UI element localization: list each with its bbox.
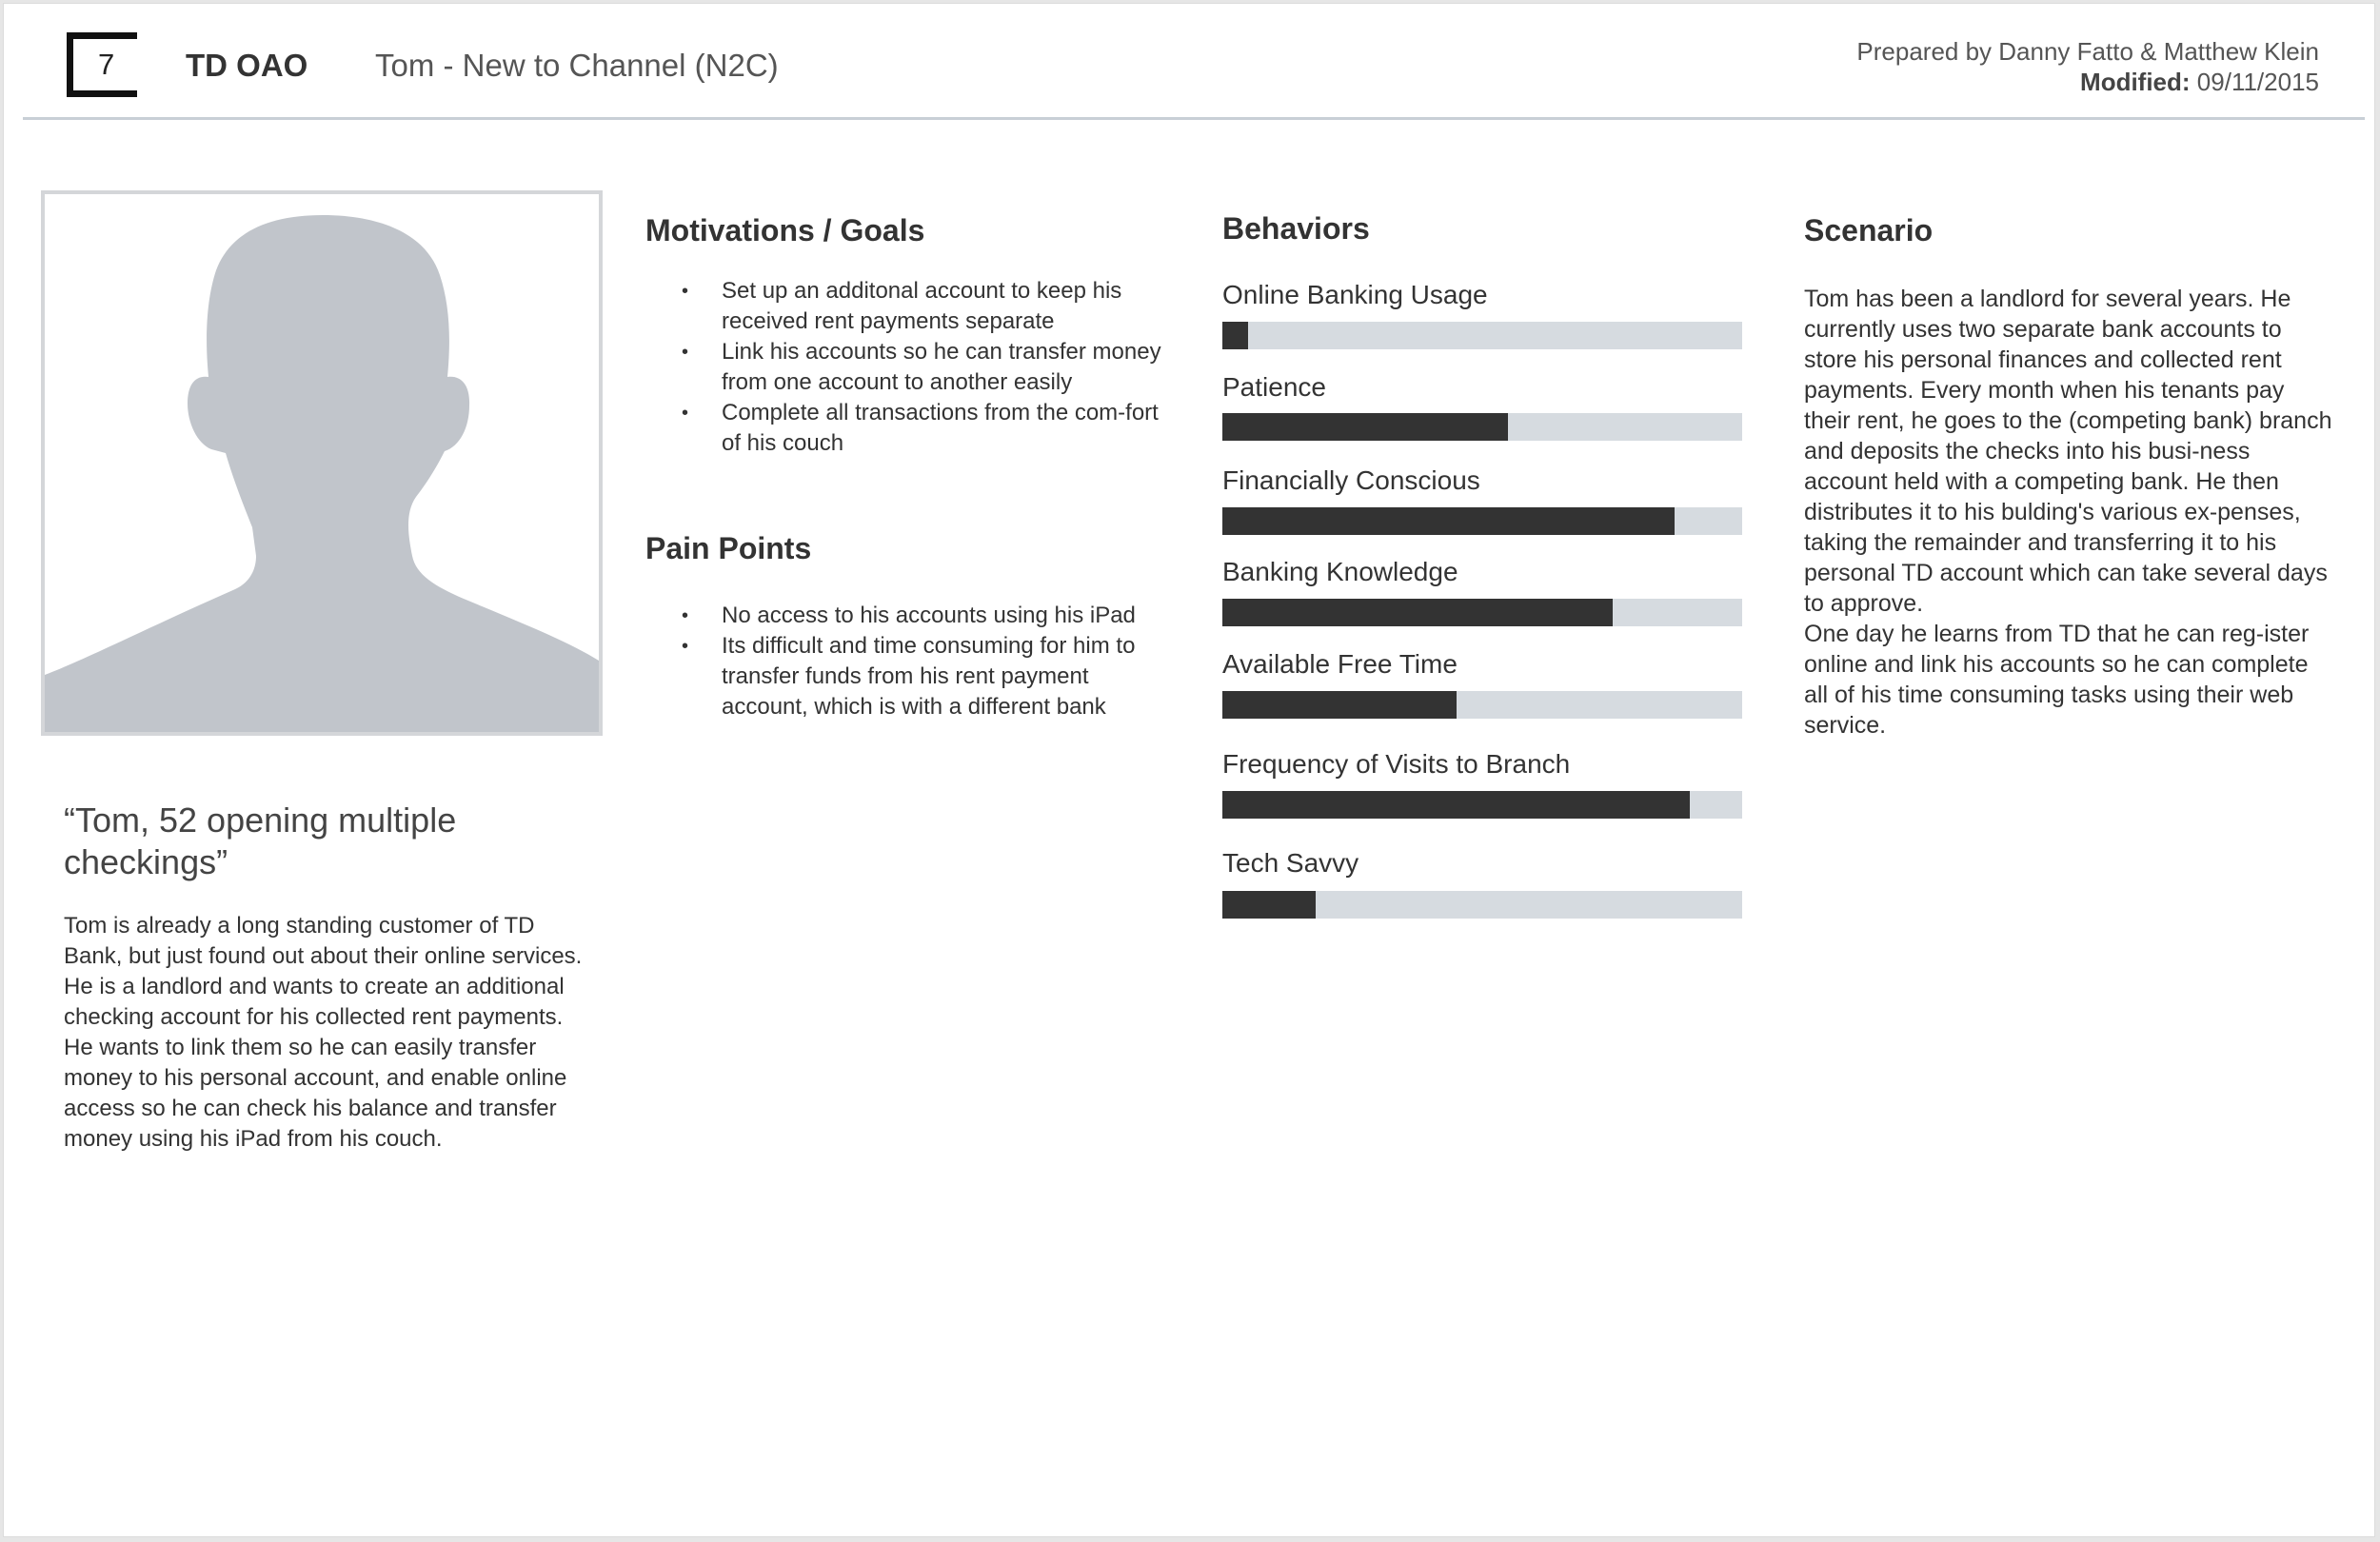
list-item: • Set up an additonal account to keep his received rent payments separate (645, 276, 1179, 337)
behavior-bar-track (1222, 791, 1742, 819)
behavior-available-free-time (1222, 648, 1742, 681)
behavior-bar-track (1222, 413, 1742, 441)
persona-quote: “Tom, 52 opening multiple checkings” (64, 801, 457, 881)
scenario-paragraph: One day he learns from TD that he can reg-ister online and link his accounts so he can complete all of his time consuming tasks using their web service. (1804, 621, 2310, 739)
behavior-label: Online Banking Usage (1222, 280, 1488, 309)
persona-page (3, 3, 2375, 1537)
behavior-bar-fill (1222, 322, 1248, 349)
scenario-title: Scenario (1804, 213, 1934, 247)
behavior-bar-fill (1222, 691, 1457, 719)
behavior-frequency-of-visits-to-branch (1222, 748, 1742, 781)
persona-title: Tom - New to Channel (N2C) (375, 48, 779, 83)
project-name: TD OAO (186, 48, 308, 83)
behavior-bar-fill (1222, 599, 1613, 626)
motivations-title: Motivations / Goals (645, 213, 925, 247)
pain-points-title: Pain Points (645, 531, 812, 565)
list-item: • Link his accounts so he can transfer money from one account to another easily (645, 337, 1179, 398)
header (4, 4, 2374, 123)
behavior-bar-fill (1222, 891, 1316, 919)
behaviors-title: Behaviors (1222, 211, 1370, 246)
behavior-bar-track (1222, 507, 1742, 535)
modified-label: Modified: (2080, 68, 2191, 96)
behavior-bar-track (1222, 599, 1742, 626)
modified-line (1856, 67, 2319, 97)
person-silhouette-icon (45, 194, 599, 732)
behavior-label: Frequency of Visits to Branch (1222, 749, 1571, 779)
behavior-tech-savvy (1222, 847, 1742, 880)
behavior-financially-conscious (1222, 465, 1742, 497)
prepared-by: Prepared by Danny Fatto & Matthew Klein (1856, 37, 2319, 66)
behavior-bar-track (1222, 691, 1742, 719)
motivations-list (645, 276, 1179, 459)
behavior-label: Patience (1222, 372, 1326, 402)
behavior-banking-knowledge (1222, 556, 1742, 588)
behavior-online-banking-usage (1222, 279, 1742, 311)
scenario-text (1804, 284, 2332, 741)
behavior-label: Tech Savvy (1222, 848, 1359, 878)
behavior-label: Available Free Time (1222, 649, 1458, 679)
modified-date: 09/11/2015 (2196, 68, 2319, 96)
behavior-bar-track (1222, 322, 1742, 349)
persona-bio: Tom is already a long standing customer of TD Bank, but just found out about their online services. He is a landlord and wants to create an additional checking account for his collected rent payments. He wants to link them so he can easily transfer money to his personal account, and enable online access so he can check his balance and transfer money using his iPad from his couch. (64, 913, 583, 1152)
list-item: • Its difficult and time consuming for him to transfer funds from his rent payment account, which is with a different bank (645, 631, 1179, 722)
list-item: • Complete all transactions from the com-fort of his couch (645, 398, 1179, 459)
avatar (41, 190, 603, 736)
header-divider (23, 117, 2365, 120)
pain-points-list (645, 601, 1179, 722)
page-number-badge: 7 (67, 32, 137, 97)
behavior-label: Banking Knowledge (1222, 557, 1458, 586)
behavior-bar-fill (1222, 413, 1508, 441)
scenario-paragraph: Tom has been a landlord for several years. He currently uses two separate bank accounts to store his personal finances and collected rent payments. Every month when his tenants pay their rent, he goes to the (competing bank) branch and deposits the checks into his busi-ness account held with a competing bank. He then distributes it to his bulding's various ex-penses, taking the remainder and transferring it to his personal TD account which can take several days to approve. (1804, 286, 2332, 617)
behavior-bar-fill (1222, 507, 1675, 535)
prepared-by-block (1856, 36, 2319, 97)
behavior-label: Financially Conscious (1222, 465, 1480, 495)
behavior-patience (1222, 371, 1742, 404)
behavior-bar-fill (1222, 791, 1690, 819)
behavior-bar-track (1222, 891, 1742, 919)
list-item: • No access to his accounts using his iPad (645, 601, 1179, 631)
